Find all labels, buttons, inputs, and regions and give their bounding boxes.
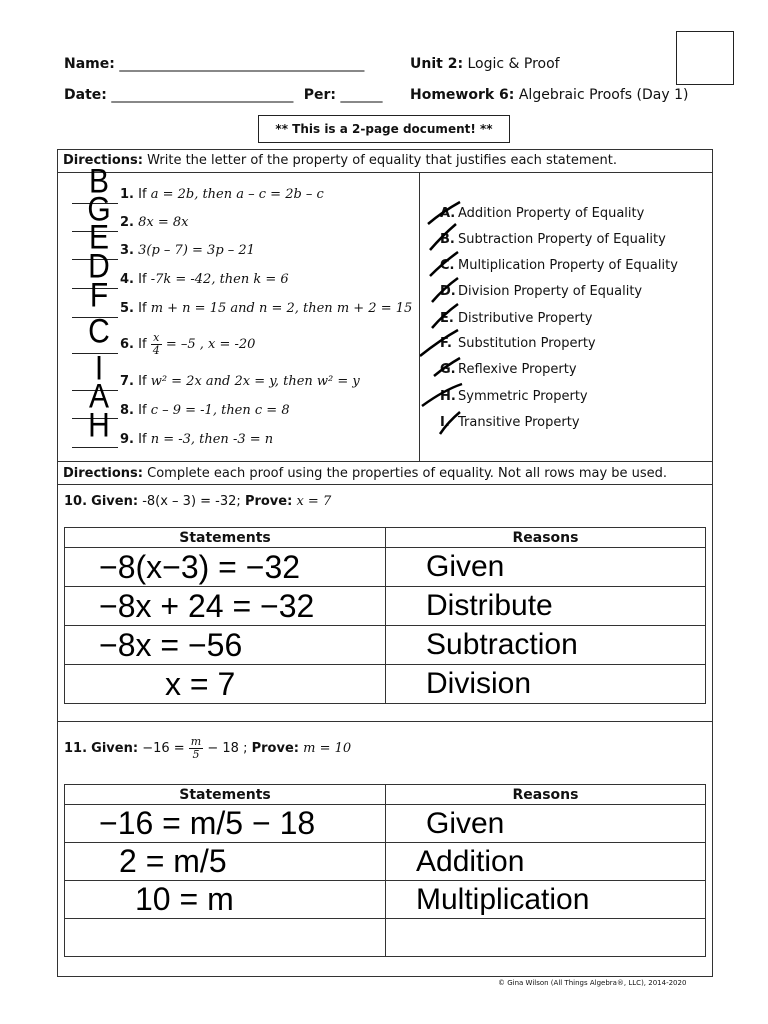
homework-row: [410, 87, 688, 103]
property-a: A. Addition Property of Equality: [440, 206, 645, 221]
name-label: Name:: [64, 56, 115, 72]
handwritten-answer: G: [87, 190, 111, 229]
question-9: 9. If n = -3, then -3 = n: [120, 432, 274, 447]
name-row: [64, 56, 364, 72]
cross-out-mark: [440, 412, 460, 434]
reason-cell[interactable]: Addition: [386, 843, 706, 881]
answer-blank[interactable]: [72, 447, 118, 448]
table-row: [65, 665, 706, 704]
cross-out-mark: [432, 278, 458, 302]
two-page-note: ** This is a 2-page document! **: [258, 115, 510, 143]
unit-label: Unit 2:: [410, 56, 464, 72]
table-row: [65, 805, 706, 843]
unit-row: [410, 56, 560, 72]
statement-cell[interactable]: −8x = −56: [65, 626, 386, 665]
handwritten-answer: A: [88, 377, 109, 416]
statement-cell[interactable]: x = 7: [65, 665, 386, 704]
proof-11-given: 11. Given: −16 = $\frac{m}{5}$ − 18 ; Prove: m = 10: [64, 735, 352, 761]
question-3: 3. 3(p – 7) = 3p – 21: [120, 243, 255, 258]
directions-label: Directions:: [63, 153, 143, 168]
reason-cell[interactable]: Multiplication: [386, 881, 706, 919]
divider: [57, 721, 713, 722]
property-c: C. Multiplication Property of Equality: [440, 258, 678, 273]
proof-11-table: [64, 784, 706, 957]
handwritten-answer: I: [94, 349, 104, 388]
per-blank[interactable]: ______: [340, 87, 383, 103]
handwritten-answer: D: [88, 247, 110, 286]
per-label: Per:: [303, 87, 337, 103]
date-row: [64, 87, 382, 103]
handwritten-answer: E: [88, 218, 109, 257]
reason-cell[interactable]: Division: [386, 665, 706, 704]
cross-out-mark: [422, 384, 462, 406]
name-blank[interactable]: ___________________________________: [119, 56, 365, 72]
cross-out-mark: [430, 224, 456, 250]
cross-out-mark: [434, 358, 460, 376]
directions-label: Directions:: [63, 466, 143, 481]
table-row: [65, 587, 706, 626]
question-1: 1. If a = 2b, then a – c = 2b – c: [120, 187, 324, 202]
fraction: $\frac{m}{5}$: [190, 735, 202, 761]
property-b: B. Subtraction Property of Equality: [440, 232, 666, 247]
cross-out-mark: [430, 252, 458, 276]
question-6: 6. If $\frac{x}{4}$ = –5 , x = -20: [120, 331, 256, 357]
property-f: F. Substitution Property: [440, 336, 596, 351]
question-5: 5. If m + n = 15 and n = 2, then m + 2 = 15: [120, 301, 413, 316]
reason-cell[interactable]: Subtraction: [386, 626, 706, 665]
directions-2: [63, 466, 667, 481]
table-row: [65, 919, 706, 957]
statement-cell[interactable]: 2 = m/5: [65, 843, 386, 881]
statement-cell[interactable]: −16 = m/5 − 18: [65, 805, 386, 843]
handwritten-answer: C: [88, 312, 110, 351]
table-row: [65, 843, 706, 881]
statement-cell[interactable]: [65, 919, 386, 957]
question-4: 4. If -7k = -42, then k = 6: [120, 272, 289, 287]
fraction: $\frac{x}{4}$: [152, 331, 160, 357]
date-blank[interactable]: __________________________: [111, 87, 294, 103]
table-row: [65, 626, 706, 665]
cross-out-marks: [420, 190, 480, 440]
reason-cell[interactable]: [386, 919, 706, 957]
table-row: [65, 881, 706, 919]
cross-out-mark: [432, 304, 458, 328]
question-7: 7. If w² = 2x and 2x = y, then w² = y: [120, 374, 360, 389]
date-label: Date:: [64, 87, 107, 103]
reasons-header: Reasons: [386, 528, 706, 548]
homework-value: Algebraic Proofs (Day 1): [518, 87, 689, 103]
property-h: H. Symmetric Property: [440, 389, 588, 404]
divider: [57, 461, 713, 462]
handwritten-answer: F: [89, 276, 109, 315]
statement-cell[interactable]: −8x + 24 = −32: [65, 587, 386, 626]
question-2: 2. 8x = 8x: [120, 215, 189, 230]
reason-cell[interactable]: Distribute: [386, 587, 706, 626]
copyright: © Gina Wilson (All Things Algebra®, LLC), 2014-2020: [498, 979, 687, 987]
property-d: D. Division Property of Equality: [440, 284, 643, 299]
reason-cell[interactable]: Given: [386, 548, 706, 587]
directions-1: [63, 153, 617, 168]
statement-cell[interactable]: −8(x−3) = −32: [65, 548, 386, 587]
statements-header: Statements: [65, 528, 386, 548]
reason-cell[interactable]: Given: [386, 805, 706, 843]
cross-out-mark: [420, 330, 458, 356]
property-g: G. Reflexive Property: [440, 362, 577, 377]
directions-text: Write the letter of the property of equality that justifies each statement.: [147, 153, 618, 168]
directions-text: Complete each proof using the properties of equality. Not all rows may be used.: [147, 466, 668, 481]
divider: [57, 172, 713, 173]
score-box[interactable]: [676, 31, 734, 85]
reasons-header: Reasons: [386, 785, 706, 805]
proof-10-table: [64, 527, 706, 704]
property-i: I. Transitive Property: [440, 415, 580, 430]
question-8: 8. If c – 9 = -1, then c = 8: [120, 403, 290, 418]
property-e: E. Distributive Property: [440, 311, 593, 326]
proof-10-given: 10. Given: -8(x – 3) = -32; Prove: x = 7: [64, 494, 332, 509]
statements-header: Statements: [65, 785, 386, 805]
table-row: [65, 548, 706, 587]
divider: [57, 484, 713, 485]
unit-value: Logic & Proof: [467, 56, 560, 72]
handwritten-answer: B: [88, 162, 109, 201]
cross-out-mark: [428, 202, 460, 224]
statement-cell[interactable]: 10 = m: [65, 881, 386, 919]
handwritten-answer: H: [88, 406, 110, 445]
homework-label: Homework 6:: [410, 87, 515, 103]
